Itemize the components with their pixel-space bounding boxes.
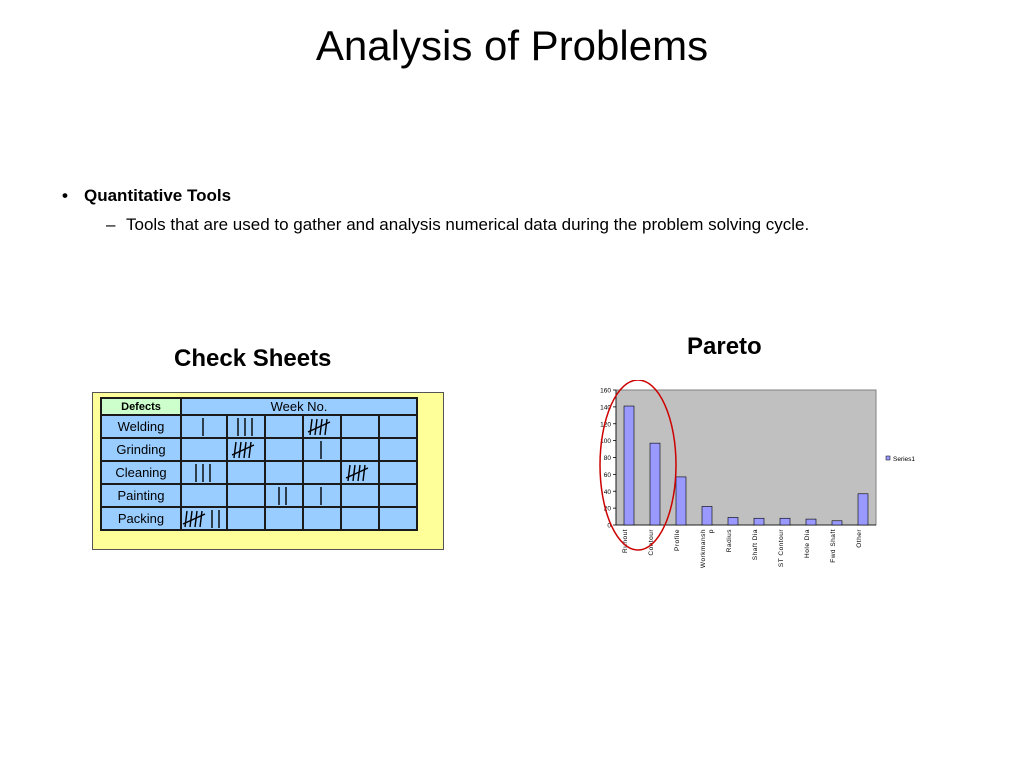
check-sheet-row bbox=[101, 461, 417, 484]
sub-bullet bbox=[106, 215, 809, 235]
tally-marks bbox=[192, 463, 217, 483]
tally-cell bbox=[379, 415, 417, 438]
check-sheet-row bbox=[101, 438, 417, 461]
bar-fwd-shaft bbox=[832, 521, 842, 525]
category-label: Profile bbox=[674, 529, 681, 551]
tally-marks bbox=[345, 463, 375, 483]
sub-bullet-text: Tools that are used to gather and analysis numerical data during the problem solving cycle. bbox=[126, 215, 810, 234]
tally-cell bbox=[379, 484, 417, 507]
bar-radius bbox=[728, 517, 738, 525]
category-label: Hole Dia bbox=[804, 529, 811, 558]
tally-cell bbox=[227, 484, 265, 507]
defects-header: Defects bbox=[101, 398, 181, 415]
bar-st-contour bbox=[780, 518, 790, 525]
defect-label: Packing bbox=[101, 507, 181, 530]
defect-label: Cleaning bbox=[101, 461, 181, 484]
tally-cell bbox=[265, 461, 303, 484]
category-label: p bbox=[708, 529, 715, 534]
pareto-chart bbox=[580, 380, 940, 580]
legend-swatch bbox=[886, 456, 890, 460]
defect-label: Welding bbox=[101, 415, 181, 438]
check-sheet-row bbox=[101, 484, 417, 507]
tally-cell bbox=[265, 438, 303, 461]
category-label: Runout bbox=[622, 529, 629, 553]
bar-other bbox=[858, 494, 868, 525]
tally-marks bbox=[275, 486, 293, 506]
category-label: Fwd Shaft bbox=[830, 529, 837, 563]
tally-cell bbox=[303, 438, 341, 461]
defect-label: Painting bbox=[101, 484, 181, 507]
y-tick-label: 160 bbox=[600, 387, 611, 395]
tally-cell bbox=[341, 507, 379, 530]
check-sheet-row bbox=[101, 507, 417, 530]
tally-cell bbox=[227, 461, 265, 484]
tally-cell bbox=[265, 507, 303, 530]
bar-contour bbox=[650, 443, 660, 525]
tally-cell bbox=[181, 415, 227, 438]
tally-cell bbox=[227, 415, 265, 438]
tally-marks bbox=[307, 417, 337, 437]
y-tick-label: 140 bbox=[600, 404, 611, 412]
tally-marks bbox=[234, 417, 259, 437]
tally-marks bbox=[317, 486, 328, 506]
pareto-heading: Pareto bbox=[687, 333, 762, 360]
tally-cell bbox=[227, 507, 265, 530]
check-sheet-row bbox=[101, 415, 417, 438]
tally-cell bbox=[181, 507, 227, 530]
bar-runout bbox=[624, 406, 634, 525]
category-label: Other bbox=[856, 529, 863, 548]
tally-marks bbox=[182, 509, 226, 529]
tally-cell bbox=[379, 461, 417, 484]
tally-cell bbox=[227, 438, 265, 461]
y-tick-label: 100 bbox=[600, 438, 611, 446]
defect-label: Grinding bbox=[101, 438, 181, 461]
category-label: Workmansh bbox=[700, 529, 707, 569]
legend-label: Series1 bbox=[893, 456, 916, 463]
y-tick-label: 120 bbox=[600, 421, 611, 429]
bar-shaft-dia bbox=[754, 518, 764, 525]
bullet-quantitative-tools bbox=[62, 186, 231, 206]
tally-marks bbox=[231, 440, 261, 460]
tally-cell bbox=[181, 484, 227, 507]
sub-bullet-marker: – bbox=[106, 215, 116, 234]
category-label: ST Contour bbox=[778, 529, 785, 568]
y-tick-label: 20 bbox=[603, 505, 611, 513]
tally-cell bbox=[341, 461, 379, 484]
check-sheet-table bbox=[100, 397, 418, 531]
tally-cell bbox=[181, 438, 227, 461]
tally-marks bbox=[199, 417, 210, 437]
tally-cell bbox=[303, 484, 341, 507]
tally-cell bbox=[303, 507, 341, 530]
tally-cell bbox=[265, 484, 303, 507]
slide-title: Analysis of Problems bbox=[315, 22, 709, 69]
week-no-header: Week No. bbox=[181, 398, 417, 415]
tally-cell bbox=[303, 415, 341, 438]
category-label: Radius bbox=[726, 529, 733, 553]
bar-workmanship bbox=[702, 506, 712, 525]
bar-hole-dia bbox=[806, 519, 816, 525]
bullet-marker: • bbox=[62, 186, 68, 205]
category-label: Shaft Dia bbox=[752, 529, 759, 561]
y-tick-label: 80 bbox=[603, 455, 611, 462]
tally-cell bbox=[341, 415, 379, 438]
y-tick-label: 40 bbox=[603, 488, 611, 496]
tally-cell bbox=[379, 507, 417, 530]
y-tick-label: 0 bbox=[607, 522, 611, 530]
tally-cell bbox=[379, 438, 417, 461]
tally-cell bbox=[341, 438, 379, 461]
tally-cell bbox=[303, 461, 341, 484]
category-label: Contour bbox=[648, 529, 655, 556]
y-tick-label: 60 bbox=[603, 471, 611, 479]
tally-cell bbox=[181, 461, 227, 484]
bullet-text: Quantitative Tools bbox=[84, 186, 232, 205]
check-sheets-heading: Check Sheets bbox=[174, 345, 332, 372]
bar-profile bbox=[676, 477, 686, 525]
tally-marks bbox=[317, 440, 328, 460]
tally-cell bbox=[265, 415, 303, 438]
tally-cell bbox=[341, 484, 379, 507]
